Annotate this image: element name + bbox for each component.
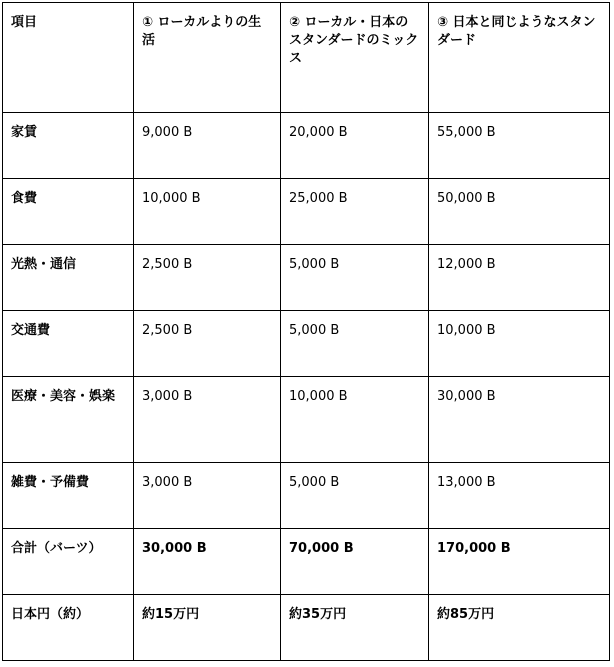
- cell-value: 25,000 B: [281, 179, 429, 245]
- cell-value: 10,000 B: [429, 311, 610, 377]
- cell-value: 10,000 B: [134, 179, 281, 245]
- row-label: 交通費: [3, 311, 134, 377]
- cost-table: [2, 2, 610, 661]
- yen-row: [3, 595, 610, 661]
- cell-value: 約35万円: [281, 595, 429, 661]
- cell-value: 30,000 B: [134, 529, 281, 595]
- cell-value: 9,000 B: [134, 113, 281, 179]
- row-label: 合計（バーツ）: [3, 529, 134, 595]
- header-plan-3: ③ 日本と同じようなスタンダード: [429, 3, 610, 113]
- cell-value: 55,000 B: [429, 113, 610, 179]
- row-label: 食費: [3, 179, 134, 245]
- cell-value: 約15万円: [134, 595, 281, 661]
- row-label: 家賃: [3, 113, 134, 179]
- table-row: [3, 179, 610, 245]
- header-plan-2: ② ローカル・日本のスタンダードのミックス: [281, 3, 429, 113]
- total-row: [3, 529, 610, 595]
- cell-value: 12,000 B: [429, 245, 610, 311]
- cell-value: 5,000 B: [281, 311, 429, 377]
- row-label: 医療・美容・娯楽: [3, 377, 134, 463]
- table-row: [3, 377, 610, 463]
- cell-value: 70,000 B: [281, 529, 429, 595]
- cell-value: 3,000 B: [134, 463, 281, 529]
- cell-value: 50,000 B: [429, 179, 610, 245]
- cell-value: 約85万円: [429, 595, 610, 661]
- table-row: [3, 245, 610, 311]
- table-row: [3, 311, 610, 377]
- header-item: 項目: [3, 3, 134, 113]
- table-row: [3, 463, 610, 529]
- header-plan-1: ① ローカルよりの生活: [134, 3, 281, 113]
- row-label: 雑費・予備費: [3, 463, 134, 529]
- cell-value: 10,000 B: [281, 377, 429, 463]
- cell-value: 3,000 B: [134, 377, 281, 463]
- row-label: 日本円（約）: [3, 595, 134, 661]
- table-row: [3, 113, 610, 179]
- cell-value: 170,000 B: [429, 529, 610, 595]
- cell-value: 5,000 B: [281, 463, 429, 529]
- cell-value: 20,000 B: [281, 113, 429, 179]
- cell-value: 2,500 B: [134, 245, 281, 311]
- cell-value: 13,000 B: [429, 463, 610, 529]
- cell-value: 30,000 B: [429, 377, 610, 463]
- header-row: [3, 3, 610, 113]
- cell-value: 2,500 B: [134, 311, 281, 377]
- row-label: 光熱・通信: [3, 245, 134, 311]
- page: [2, 2, 610, 661]
- cell-value: 5,000 B: [281, 245, 429, 311]
